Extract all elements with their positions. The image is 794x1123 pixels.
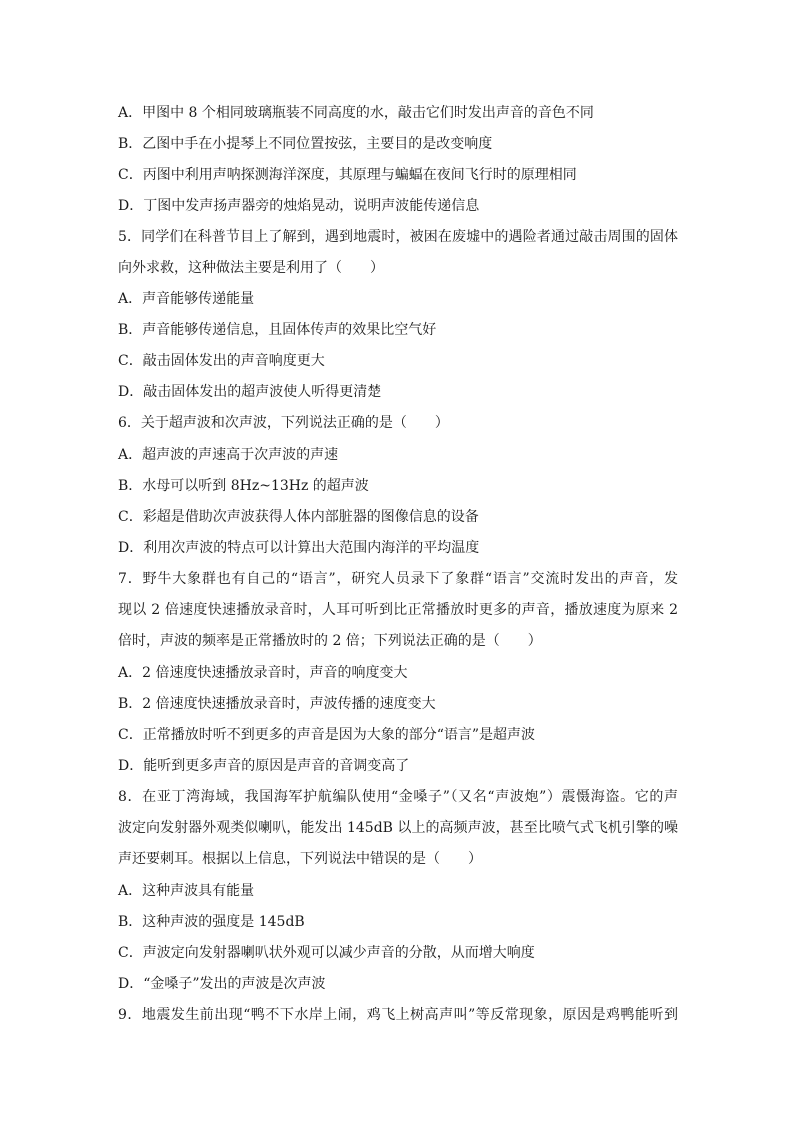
q5-option-a: A．声音能够传递能量 (118, 291, 255, 307)
question-9-stem: 9．地震发生前出现“鸭不下水岸上闹，鸡飞上树高声叫”等反常现象，原因是鸡鸭能听到 (118, 1007, 678, 1023)
q6-option-b: B．水母可以听到 8Hz~13Hz 的超声波 (118, 478, 369, 494)
q5-option-d: D．敲击固体发出的超声波使人听得更清楚 (118, 384, 382, 400)
q8-option-a: A．这种声波具有能量 (118, 883, 255, 899)
q8-option-b: B．这种声波的强度是 145dB (118, 914, 305, 930)
q5-option-c: C．敲击固体发出的声音响度更大 (118, 353, 325, 369)
q5-option-b: B．声音能够传递信息，且固体传声的效果比空气好 (118, 322, 437, 338)
q6-option-d: D．利用次声波的特点可以计算出大范围内海洋的平均温度 (118, 540, 480, 556)
q7-option-a: A．2 倍速度快速播放录音时，声音的响度变大 (118, 665, 408, 681)
q8-option-d: D．“金嗓子”发出的声波是次声波 (118, 976, 326, 992)
option-c-line: C．丙图中利用声呐探测海洋深度，其原理与蝙蝠在夜间飞行时的原理相同 (118, 167, 577, 183)
question-8-stem-cont-2: 声还要刺耳。根据以上信息，下列说法中错误的是（ ） (118, 851, 482, 867)
q6-option-a: A．超声波的声速高于次声波的声速 (118, 447, 339, 463)
q8-option-c: C．声波定向发射器喇叭状外观可以减少声音的分散，从而增大响度 (118, 945, 535, 961)
q7-option-d: D．能听到更多声音的原因是声音的音调变高了 (118, 758, 410, 774)
question-8-stem: 8．在亚丁湾海域，我国海军护航编队使用“金嗓子”（又名“声波炮”）震慑海盗。它的声 (118, 789, 678, 805)
question-7-stem-cont-2: 倍时，声波的频率是正常播放时的 2 倍；下列说法正确的是（ ） (118, 633, 542, 649)
q7-option-c: C．正常播放时听不到更多的声音是因为大象的部分“语言”是超声波 (118, 727, 536, 743)
question-7-stem-cont-1: 现以 2 倍速度快速播放录音时，人耳可听到比正常播放时更多的声音，播放速度为原来 2 (118, 602, 678, 618)
q7-option-b: B．2 倍速度快速播放录音时，声波传播的速度变大 (118, 696, 436, 712)
option-b-line: B．乙图中手在小提琴上不同位置按弦，主要目的是改变响度 (118, 136, 493, 152)
question-8-stem-cont-1: 波定向发射器外观类似喇叭，能发出 145dB 以上的高频声波，甚至比喷气式飞机引擎的噪 (118, 820, 678, 836)
question-6-stem: 6．关于超声波和次声波，下列说法正确的是（ ） (118, 415, 449, 431)
option-d-line: D．丁图中发声扬声器旁的烛焰晃动，说明声波能传递信息 (118, 198, 480, 214)
q6-option-c: C．彩超是借助次声波获得人体内部脏器的图像信息的设备 (118, 509, 479, 525)
question-5-stem-cont: 向外求救，这种做法主要是利用了（ ） (118, 260, 384, 276)
option-a-line: A．甲图中 8 个相同玻璃瓶装不同高度的水，敲击它们时发出声音的音色不同 (118, 105, 594, 121)
question-7-stem: 7．野牛大象群也有自己的“语言”，研究人员录下了象群“语言”交流时发出的声音，发 (118, 571, 678, 587)
question-5-stem: 5．同学们在科普节目上了解到，遇到地震时，被困在废墟中的遇险者通过敲击周围的固体 (118, 229, 678, 245)
